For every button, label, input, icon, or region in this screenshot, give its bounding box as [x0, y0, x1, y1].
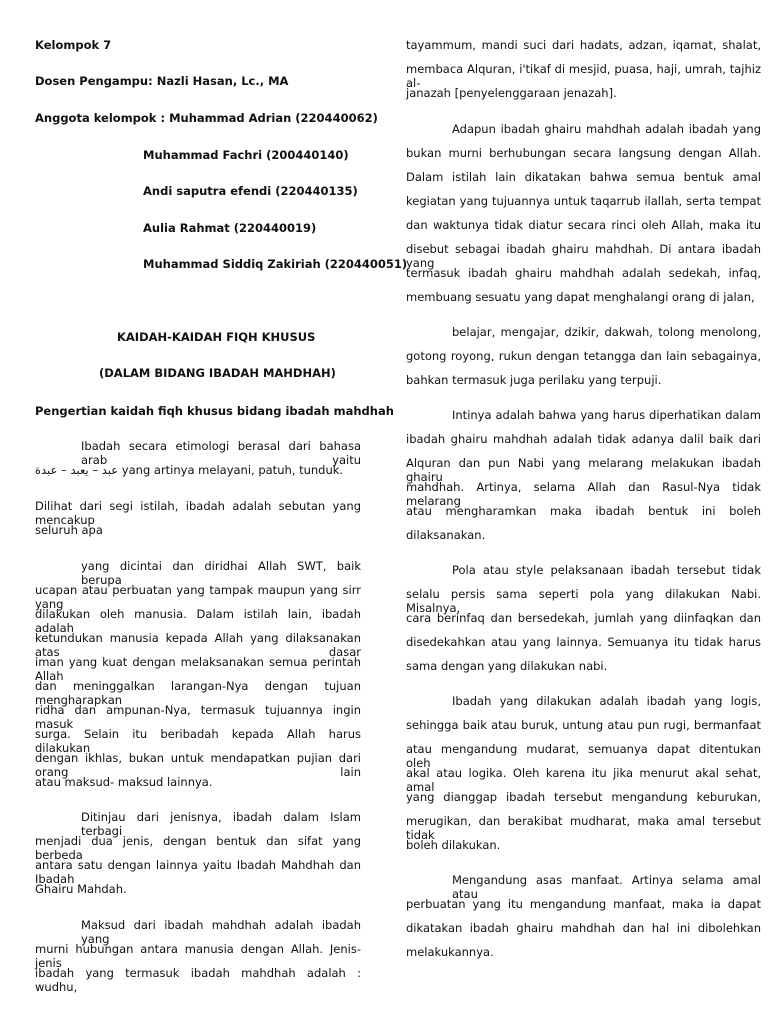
paragraph-line: selalu persis sama seperti pola yang dilakukan Nabi. Misalnya,: [406, 587, 761, 615]
paragraph-line: antara satu dengan lainnya yaitu Ibadah Mahdhah dan Ibadah: [35, 858, 361, 886]
member-item: Aulia Rahmat (220440019): [143, 221, 317, 235]
paragraph-line: murni hubungan antara manusia dengan Allah. Jenis-jenis: [35, 942, 361, 970]
paragraph-line: melakukannya.: [406, 945, 494, 959]
paragraph-line: ibadah ghairu mahdhah adalah tidak adanya dalil baik dari: [406, 432, 761, 446]
paragraph-line: Maksud dari ibadah mahdhah adalah ibadah yang: [81, 918, 361, 946]
paragraph-line: boleh dilakukan.: [406, 838, 501, 852]
member-item: Andi saputra efendi (220440135): [143, 184, 358, 198]
paragraph-line: Dalam istilah lain dikatakan bahwa semua bentuk amal: [406, 170, 761, 184]
paragraph-line: tayammum, mandi suci dari hadats, adzan, iqamat, shalat,: [406, 38, 761, 52]
paragraph-line: gotong royong, rukun dengan tetangga dan lain sebagainya,: [406, 349, 761, 363]
paragraph-line: menjadi dua jenis, dengan bentuk dan sifat yang berbeda: [35, 834, 361, 862]
paragraph-line: dilaksanakan.: [406, 528, 486, 542]
paragraph-line: Alquran dan pun Nabi yang melarang melakukan ibadah ghairu: [406, 456, 761, 484]
paragraph-line: belajar, mengajar, dzikir, dakwah, tolong menolong,: [452, 325, 761, 339]
member-item: Muhammad Fachri (200440140): [143, 148, 349, 162]
paragraph-line: dilakukan oleh manusia. Dalam istilah lain, ibadah adalah: [35, 607, 361, 635]
paragraph-line: dan waktunya tidak diatur secara rinci oleh Allah, maka itu: [406, 218, 761, 232]
paragraph-line: ridha dan ampunan-Nya, termasuk tujuannya ingin masuk: [35, 703, 361, 731]
paragraph-line: yang dianggap ibadah tersebut mengandung keburukan,: [406, 790, 761, 804]
paragraph-line: termasuk ibadah ghairu mahdhah adalah sedekah, infaq,: [406, 266, 761, 280]
paragraph-line: sama dengan yang dilakukan nabi.: [406, 659, 608, 673]
paragraph-line: Ibadah secara etimologi berasal dari bahasa arab yaitu: [81, 439, 361, 467]
paragraph-line: sehingga baik atau buruk, untung atau pun rugi, bermanfaat: [406, 718, 761, 732]
paragraph-line: bukan murni berhubungan secara langsung dengan Allah.: [406, 146, 761, 160]
paragraph-line: ucapan atau perbuatan yang tampak maupun yang sirr yang: [35, 583, 361, 611]
paragraph-line: bahkan termasuk juga perilaku yang terpuji.: [406, 373, 662, 387]
paragraph-line: membuang sesuatu yang dapat menghalangi orang di jalan,: [406, 290, 755, 304]
paragraph-line: Intinya adalah bahwa yang harus diperhatikan dalam: [452, 408, 761, 422]
paragraph-line: عبد – يعبد – عبدة yang artinya melayani, patuh, tunduk.: [35, 463, 344, 477]
paragraph-line: mahdhah. Artinya, selama Allah dan Rasul-Nya tidak melarang: [406, 480, 761, 508]
paragraph-line: Ibadah yang dilakukan adalah ibadah yang logis,: [452, 694, 761, 708]
paragraph-line: Dilihat dari segi istilah, ibadah adalah sebutan yang mencakup: [35, 499, 361, 527]
paragraph-line: seluruh apa: [35, 523, 103, 537]
paragraph-line: akal atau logika. Oleh karena itu jika menurut akal sehat, amal: [406, 766, 761, 794]
paragraph-line: Ghairu Mahdah.: [35, 882, 127, 896]
paragraph-line: merugikan, dan berakibat mudharat, maka amal tersebut tidak: [406, 814, 761, 842]
paragraph-line: Pola atau style pelaksanaan ibadah tersebut tidak: [452, 563, 761, 577]
paragraph-line: atau mengharamkan maka ibadah bentuk ini boleh: [406, 504, 761, 518]
paragraph-line: cara berinfaq dan bersedekah, jumlah yang diinfaqkan dan: [406, 611, 761, 625]
paragraph-line: surga. Selain itu beribadah kepada Allah harus dilakukan: [35, 727, 361, 755]
document-subtitle: (DALAM BIDANG IBADAH MAHDHAH): [99, 366, 336, 380]
paragraph-line: perbuatan yang itu mengandung manfaat, maka ia dapat: [406, 897, 761, 911]
paragraph-line: yang dicintai dan diridhai Allah SWT, baik berupa: [81, 559, 361, 587]
paragraph-line: kegiatan yang tujuannya untuk taqarrub ilallah, serta tempat: [406, 194, 761, 208]
paragraph-line: disedekahkan atau yang lainnya. Semuanya itu tidak harus: [406, 635, 761, 649]
paragraph-line: ibadah yang termasuk ibadah mahdhah adalah : wudhu,: [35, 966, 361, 994]
paragraph-line: dengan ikhlas, bukan untuk mendapatkan pujian dari orang lain: [35, 751, 361, 779]
paragraph-line: disebut sebagai ibadah ghairu mahdhah. Di antara ibadah yang: [406, 242, 761, 270]
member-item: Muhammad Siddiq Zakiriah (220440051): [143, 257, 408, 271]
paragraph-line: Adapun ibadah ghairu mahdhah adalah ibadah yang: [452, 122, 761, 136]
lecturer-line: Dosen Pengampu: Nazli Hasan, Lc., MA: [35, 74, 289, 88]
paragraph-line: atau maksud- maksud lainnya.: [35, 775, 213, 789]
paragraph-line: membaca Alquran, i'tikaf di mesjid, puasa, haji, umrah, tajhiz al-: [406, 62, 761, 90]
paragraph-line: dikatakan ibadah ghairu mahdhah dan hal ini dibolehkan: [406, 921, 761, 935]
section-heading: Pengertian kaidah fiqh khusus bidang ibadah mahdhah: [35, 404, 394, 418]
members-label: Anggota kelompok : Muhammad Adrian (220440062): [35, 111, 378, 125]
group-label: Kelompok 7: [35, 38, 112, 52]
paragraph-line: ketundukan manusia kepada Allah yang dilaksanakan atas dasar: [35, 631, 361, 659]
document-title: KAIDAH-KAIDAH FIQH KHUSUS: [117, 330, 316, 344]
paragraph-line: atau mengandung mudarat, semuanya dapat ditentukan oleh: [406, 742, 761, 770]
paragraph-line: Ditinjau dari jenisnya, ibadah dalam Islam terbagi: [81, 810, 361, 838]
paragraph-line: iman yang kuat dengan melaksanakan semua perintah Allah: [35, 655, 361, 683]
paragraph-line: dan meninggalkan larangan-Nya dengan tujuan mengharapkan: [35, 679, 361, 707]
paragraph-line: Mengandung asas manfaat. Artinya selama amal atau: [452, 873, 761, 901]
paragraph-line: janazah [penyelenggaraan jenazah].: [406, 86, 617, 100]
